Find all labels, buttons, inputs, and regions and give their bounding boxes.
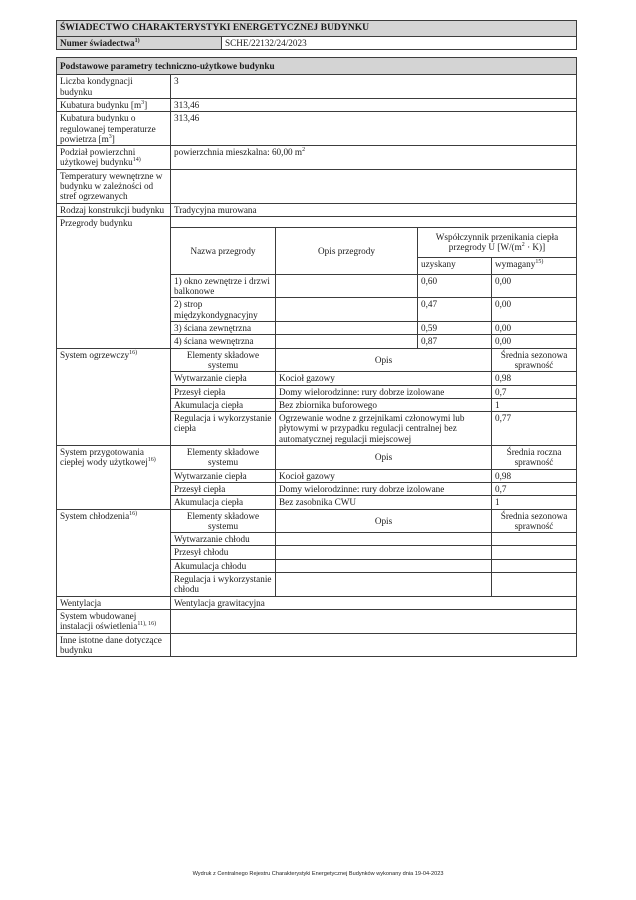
heating-label: System ogrzewczy$^{16)}$: [57, 348, 171, 445]
heating-desc: Kocioł gazowy: [276, 372, 492, 385]
usable-area-value: powierzchnia mieszkalna: 60,00 $m^2$: [171, 146, 577, 170]
regulated-volume-value: 313,46: [171, 112, 577, 146]
certificate-number-value: SCHE/22132/24/2023: [222, 36, 577, 49]
table-row: [171, 573, 577, 597]
table-row: [171, 533, 577, 546]
cooling-desc: [276, 546, 492, 559]
cooling-col-eff: Średnia sezonowa sprawność: [492, 509, 577, 533]
cooling-element: Wytwarzanie chłodu: [171, 533, 276, 546]
cooling-eff: [492, 573, 577, 597]
heating-eff: 1: [492, 398, 577, 411]
heating-eff: 0,98: [492, 372, 577, 385]
heating-desc: Ogrzewanie wodne z grzejnikami członowymi lub płytowymi w przypadku regulacji centralnej bez automatycznej regulacji miejscowej: [276, 412, 492, 446]
cooling-eff: [492, 533, 577, 546]
partitions-col-req: wymagany$^{15)}$: [492, 257, 577, 274]
cooling-table: [170, 509, 577, 597]
certificate-header: [56, 20, 577, 50]
lighting-label: System wbudowanej instalacji oświetlenia$^{11), 16)}$: [57, 609, 171, 633]
heating-desc: Bez zbiornika buforowego: [276, 398, 492, 411]
heating-element: Regulacja i wykorzystanie ciepła: [171, 412, 276, 446]
lighting-row: [57, 609, 577, 633]
heating-col-elements: Elementy składowe systemu: [171, 348, 276, 372]
partition-u-calc: 0,87: [418, 335, 492, 348]
partition-u-calc: 0,60: [418, 274, 492, 298]
cooling-element: Akumulacja chłodu: [171, 559, 276, 572]
partitions-col-name: Nazwa przegrody: [171, 227, 276, 274]
partitions-table: [170, 227, 577, 349]
ventilation-label: Wentylacja: [57, 596, 171, 609]
cooling-row: [57, 509, 577, 596]
params-row-usable-area: [57, 146, 577, 170]
usable-area-label: Podział powierzchni użytkowej budynku$^{14)}$: [57, 146, 171, 170]
table-row: [171, 559, 577, 572]
construction-value: Tradycyjna murowana: [171, 203, 577, 216]
hot-water-element: Akumulacja ciepła: [171, 496, 276, 509]
heating-row: [57, 348, 577, 445]
construction-label: Rodzaj konstrukcji budynku: [57, 203, 171, 216]
certificate-title: ŚWIADECTWO CHARAKTERYSTYKI ENERGETYCZNEJ BUDYNKU: [57, 21, 577, 37]
hot-water-col-elements: Elementy składowe systemu: [171, 446, 276, 470]
hot-water-desc: Domy wielorodzinne: rury dobrze izolowane: [276, 482, 492, 495]
cooling-col-desc: Opis: [276, 509, 492, 533]
hot-water-eff: 0,7: [492, 482, 577, 495]
cooling-element: Przesył chłodu: [171, 546, 276, 559]
partition-desc: [276, 335, 418, 348]
partition-u-req: 0,00: [492, 298, 577, 322]
cooling-desc: [276, 559, 492, 572]
heating-eff: 0,77: [492, 412, 577, 446]
hot-water-eff: 1: [492, 496, 577, 509]
regulated-volume-label: Kubatura budynku o regulowanej temperaturze powietrza $[m^3]$: [57, 112, 171, 146]
cooling-eff: [492, 546, 577, 559]
table-row: [171, 398, 577, 411]
partition-desc: [276, 274, 418, 298]
partition-u-req: 0,00: [492, 274, 577, 298]
hot-water-eff: 0,98: [492, 469, 577, 482]
partition-desc: [276, 298, 418, 322]
heating-eff: 0,7: [492, 385, 577, 398]
partition-u-calc: 0,47: [418, 298, 492, 322]
hot-water-element: Wytwarzanie ciepła: [171, 469, 276, 482]
print-footer: Wydruk z Centralnego Rejestru Charakterystyki Energetycznej Budynków wykonany dnia 19-04-2023: [192, 871, 444, 877]
params-row-regulated-volume: [57, 112, 577, 146]
heating-element: Przesył ciepła: [171, 385, 276, 398]
partitions-label: Przegrody budynku: [57, 216, 171, 348]
volume-label: Kubatura budynku $[m^3]$: [57, 98, 171, 111]
partition-name: 4) ściana wewnętrzna: [171, 335, 276, 348]
table-row: [171, 496, 577, 509]
certificate-number-label: Numer świadectwa$^{1)}$: [57, 36, 222, 49]
table-row: [171, 298, 577, 322]
table-row: [171, 546, 577, 559]
cooling-col-elements: Elementy składowe systemu: [171, 509, 276, 533]
cooling-desc: [276, 573, 492, 597]
partitions-row: [57, 216, 577, 348]
hot-water-desc: Bez zasobnika CWU: [276, 496, 492, 509]
other-label: Inne istotne dane dotyczące budynku: [57, 633, 171, 657]
floors-value: 3: [171, 75, 577, 99]
heating-element: Akumulacja ciepła: [171, 398, 276, 411]
temperatures-label: Temperatury wewnętrzne w budynku w zależności od stref ogrzewanych: [57, 169, 171, 203]
partitions-col-desc: Opis przegrody: [276, 227, 418, 274]
params-row-temperatures: [57, 169, 577, 203]
hot-water-label: System przygotowania ciepłej wody użytkowej$^{16)}$: [57, 446, 171, 509]
cooling-eff: [492, 559, 577, 572]
table-row: [171, 469, 577, 482]
table-row: [171, 274, 577, 298]
heating-desc: Domy wielorodzinne: rury dobrze izolowane: [276, 385, 492, 398]
lighting-value: [171, 609, 577, 633]
cooling-label: System chłodzenia$^{16)}$: [57, 509, 171, 596]
params-row-floors: [57, 75, 577, 99]
partitions-col-u: Współczynnik przenikania ciepła przegrody U $[W/(m^2 \cdot K)]$: [418, 227, 577, 257]
heating-element: Wytwarzanie ciepła: [171, 372, 276, 385]
table-row: [171, 322, 577, 335]
table-row: [171, 335, 577, 348]
hot-water-col-desc: Opis: [276, 446, 492, 470]
heating-col-desc: Opis: [276, 348, 492, 372]
table-row: [171, 412, 577, 446]
hot-water-table: [170, 445, 577, 509]
params-row-volume: [57, 98, 577, 111]
hot-water-element: Przesył ciepła: [171, 482, 276, 495]
section-title: Podstawowe parametry techniczno-użytkowe budynku: [57, 58, 577, 75]
table-row: [171, 372, 577, 385]
partition-name: 3) ściana zewnętrzna: [171, 322, 276, 335]
cooling-element: Regulacja i wykorzystanie chłodu: [171, 573, 276, 597]
certificate-page: [56, 20, 577, 657]
volume-value: 313,46: [171, 98, 577, 111]
heating-table: [170, 348, 577, 446]
hot-water-desc: Kocioł gazowy: [276, 469, 492, 482]
hot-water-col-eff: Średnia roczna sprawność: [492, 446, 577, 470]
ventilation-row: [57, 596, 577, 609]
partition-u-req: 0,00: [492, 322, 577, 335]
other-row: [57, 633, 577, 657]
cooling-desc: [276, 533, 492, 546]
partition-name: 2) strop międzykondygnacyjny: [171, 298, 276, 322]
hot-water-row: [57, 446, 577, 509]
params-row-construction: [57, 203, 577, 216]
heating-col-eff: Średnia sezonowa sprawność: [492, 348, 577, 372]
temperatures-value: [171, 169, 577, 203]
other-value: [171, 633, 577, 657]
floors-label: Liczba kondygnacji budynku: [57, 75, 171, 99]
partition-u-req: 0,00: [492, 335, 577, 348]
partition-u-calc: 0,59: [418, 322, 492, 335]
table-row: [171, 385, 577, 398]
table-row: [171, 482, 577, 495]
partition-desc: [276, 322, 418, 335]
ventilation-value: Wentylacja grawitacyjna: [171, 596, 577, 609]
building-parameters-table: [56, 57, 577, 657]
partition-name: 1) okno zewnętrze i drzwi balkonowe: [171, 274, 276, 298]
partitions-col-calc: uzyskany: [418, 257, 492, 274]
